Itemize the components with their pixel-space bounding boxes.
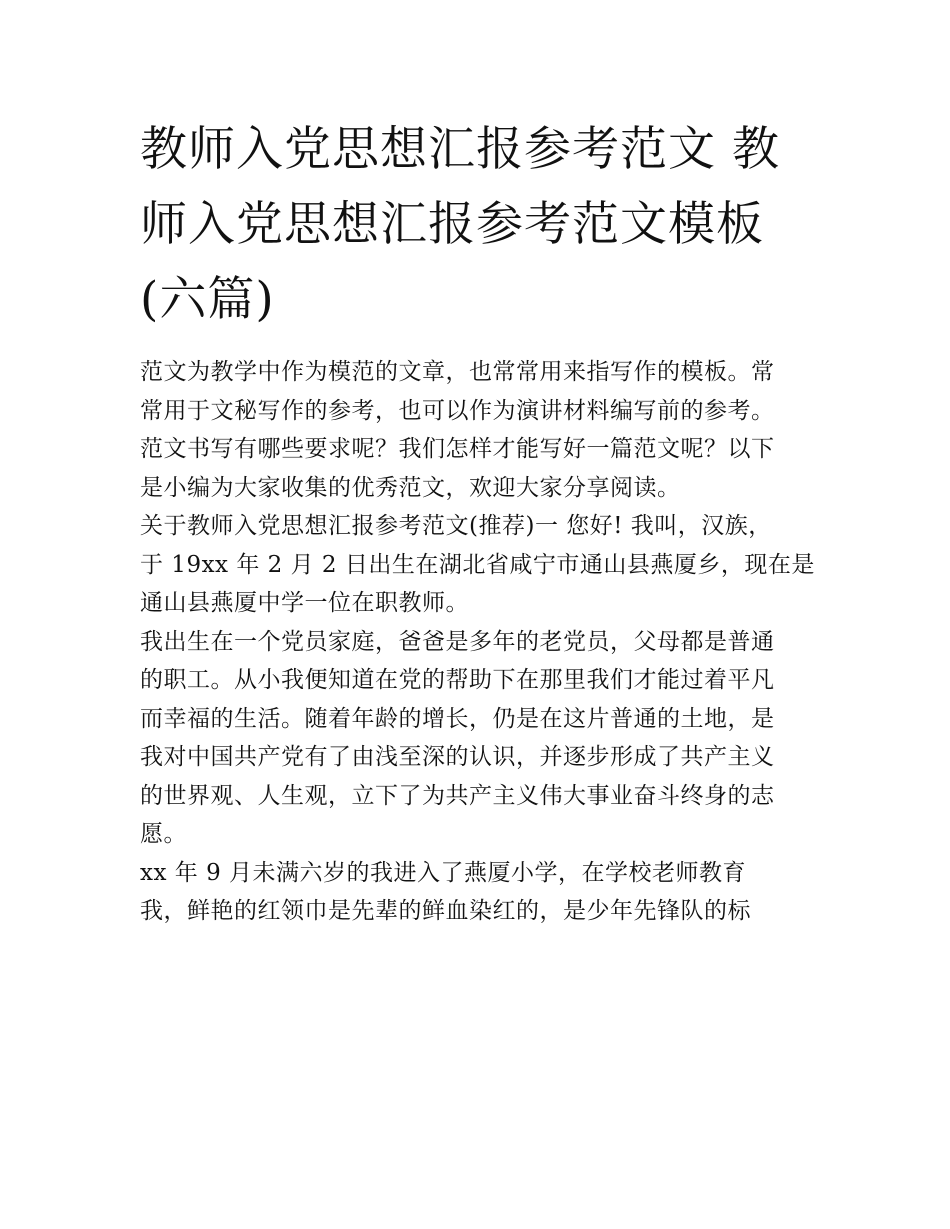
paragraph-school [140,854,812,931]
paragraph-intro [140,353,812,507]
text-line: 我，鲜艳的红领巾是先辈的鲜血染红的，是少年先锋队的标 [140,898,751,924]
text-line: 常用于文秘写作的参考，也可以作为演讲材料编写前的参考。 [140,397,775,424]
text-line: 我出生在一个党员家庭，爸爸是多年的老党员，父母都是普通 [140,628,775,655]
text-line: 范文为教学中作为模范的文章，也常常用来指写作的模板。常 [140,359,775,385]
text-line: 关于教师入党思想汇报参考范文(推荐)一 您好! 我叫，汉族， [140,513,772,539]
text-line: 是小编为大家收集的优秀范文，欢迎大家分享阅读。 [140,474,681,501]
text-line: 范文书写有哪些要求呢？我们怎样才能写好一篇范文呢？以下 [140,436,775,462]
paragraph-background [140,623,812,854]
document-body [140,353,815,931]
text-line: 的职工。从小我便知道在党的帮助下在那里我们才能过着平凡 [140,667,775,693]
text-line: 愿。 [140,821,187,847]
text-line: 通山县燕厦中学一位在职教师。 [140,590,469,616]
title-line: (六篇) [140,272,275,327]
document-title [140,112,812,337]
text-line: 于 19xx 年 2 月 2 日出生在湖北省咸宁市通山县燕厦乡，现在是 [140,551,815,578]
paragraph-greeting [140,507,815,623]
text-line: 而幸福的生活。随着年龄的增长，仍是在这片普通的土地，是 [140,705,775,732]
text-line: 的世界观、人生观，立下了为共产主义伟大事业奋斗终身的志 [140,782,775,809]
text-line: 我对中国共产党有了由浅至深的认识，并逐步形成了共产主义 [140,744,775,770]
title-line: 师入党思想汇报参考范文模板 [140,197,764,252]
title-line: 教师入党思想汇报参考范文 教 [140,122,780,177]
text-line: xx 年 9 月未满六岁的我进入了燕厦小学，在学校老师教育 [140,859,747,886]
document-page [140,112,815,931]
